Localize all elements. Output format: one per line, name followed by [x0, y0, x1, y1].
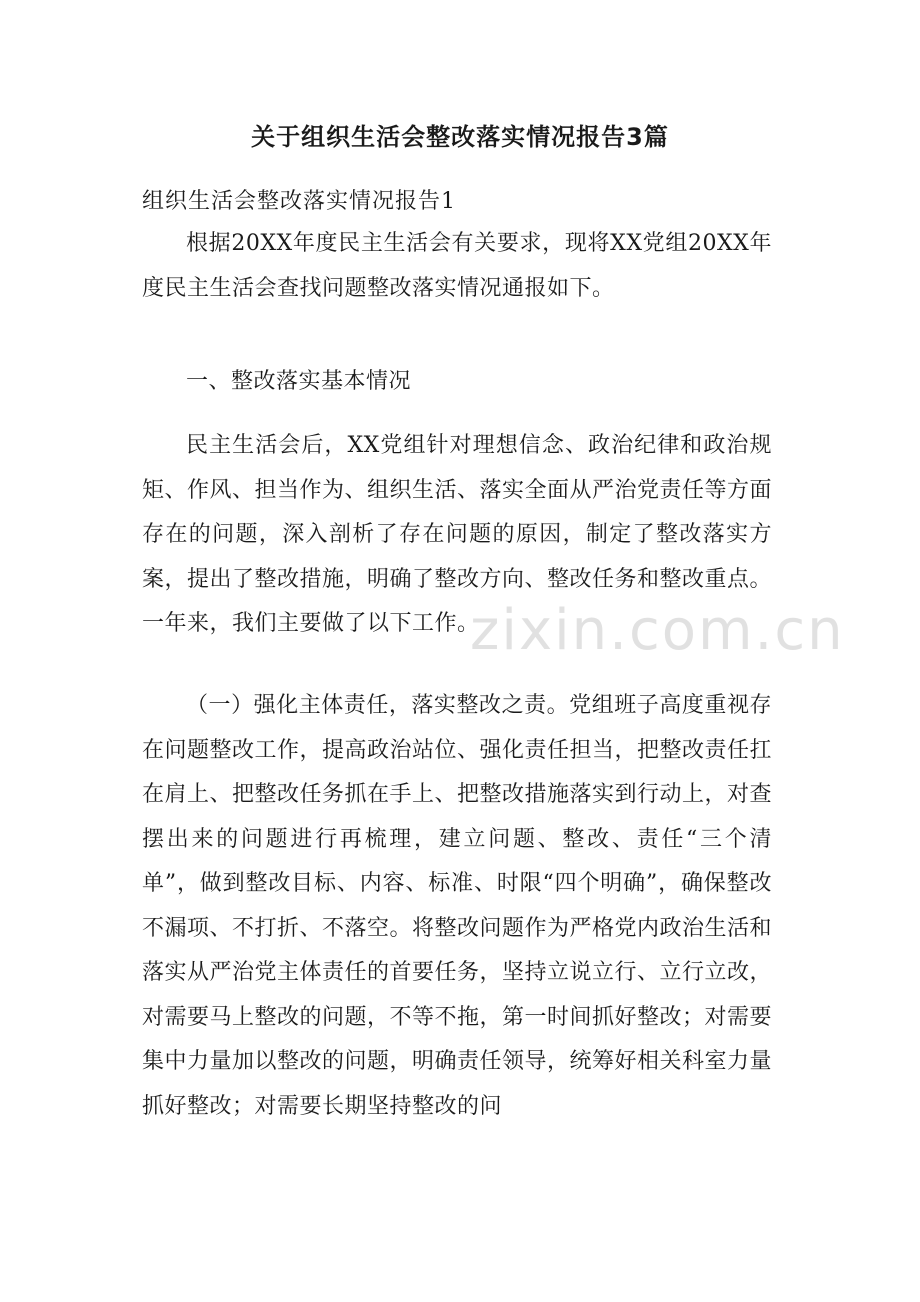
paragraph-intro: 根据20XX年度民主生活会有关要求，现将XX党组20XX年度民主生活会查找问题整改落实情况通报如下。: [142, 231, 772, 301]
paragraph-summary: 民主生活会后，XX党组针对理想信念、政治纪律和政治规矩、作风、担当作为、组织生活、落实全面从严治党责任等方面存在的问题，深入剖析了存在问题的原因，制定了整改落实方案，提出了整改措施，明确了整改方向、整改任务和整改重点。一年来，我们主要做了以下工作。: [142, 433, 773, 636]
document-title: 关于组织生活会整改落实情况报告3篇: [251, 123, 669, 151]
watermark-text: zixin.com.cn: [470, 598, 845, 663]
report-subtitle: 组织生活会整改落实情况报告1: [142, 189, 456, 214]
section-heading: 一、整改落实基本情况: [186, 369, 412, 394]
paragraph-responsibility: （一）强化主体责任，落实整改之责。党组班子高度重视存在问题整改工作，提高政治站位、强化责任担当，把整改责任扛在肩上、把整改任务抓在手上、把整改措施落实到行动上，对查摆出来的问题进行再梳理，建立问题、整改、责任“三个清单”，做到整改目标、内容、标准、时限“四个明确”，确保整改不漏项、不打折、不落空。将整改问题作为严格党内政治生活和落实从严治党主体责任的首要任务，坚持立说立行、立行立改，对需要马上整改的问题，不等不拖，第一时间抓好整改；对需要集中力量加以整改的问题，明确责任领导，统筹好相关科室力量抓好整改；对需要长期坚持整改的问: [142, 693, 773, 1119]
